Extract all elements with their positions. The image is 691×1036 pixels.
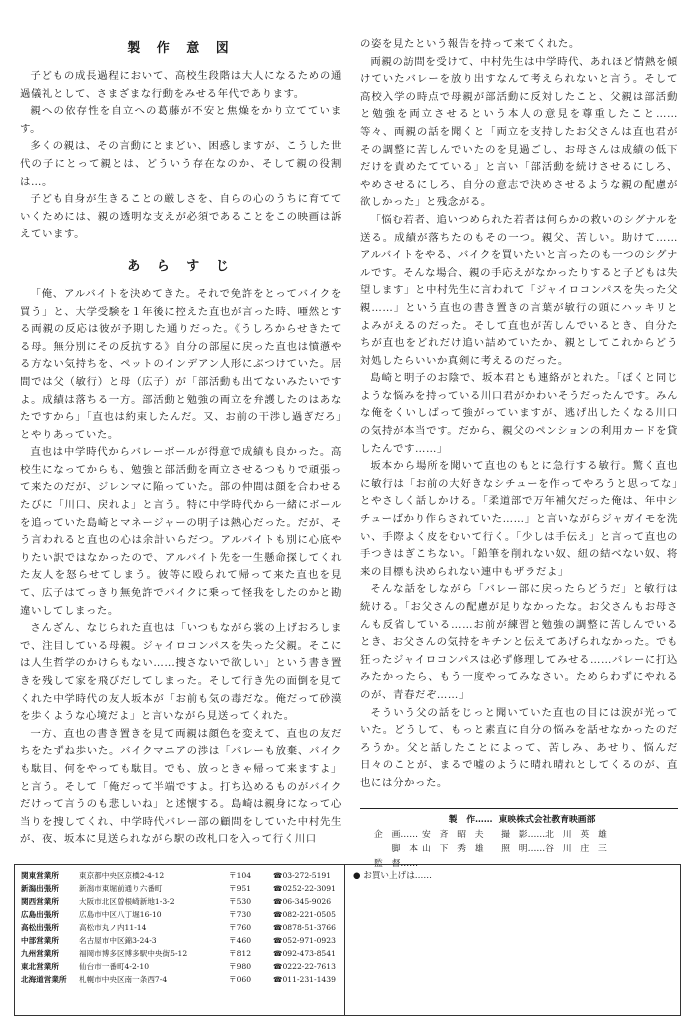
office-name: 中部営業所 (21, 936, 59, 945)
credit-label: 脚 本 監 督…… (374, 844, 418, 869)
synopsis-paragraph: 一方、直也の書き置きを見て両親は顔色を変えて、直也の友だちをたずね歩いた。バイクマニアの渉は「バレーも放棄、バイクも駄目、何をやっても駄目。でも、放っときゃ帰って来ますよ」と言う。そして「俺だって半端ですよ。打ち込めるものがバイクだけって言うのも悲しいね」と述懐する。島崎は親身になって心当りを捜してくれ、中学時代バレー部の顧問をしていた中村先生が、夜、坂本に見送られながら駅の改札口を入って行く川口 (20, 727, 342, 846)
office-row (21, 960, 344, 973)
synopsis-paragraph: 島崎と明子のお陰で、坂本君とも連絡がとれた。「ぼくと同じような悩みを持っている川口君がかわいそうだったんです。みんな俺をくいしばって強がっていますが、逃げ出したくなる川口の気持が本当です。だから、親父のペンションの利用カードを貸したんです……」 (360, 372, 678, 455)
footer-box (14, 864, 681, 1016)
office-addr: 名古屋市中区錦3-24-3 (79, 936, 157, 945)
office-addr: 仙台市一番町4-2-10 (79, 962, 150, 971)
synopsis-paragraph: そういう父の話をじっと聞いていた直也の目には涙が光っていた。どうして、もっと素直に自分の悩みを話せなかったのだろうか。父と話したことによって、苦しみ、あせり、悩んだ日々のことが、まるで嘘のように晴れ晴れとしてくるのが、直也には分かった。 (360, 706, 678, 789)
office-addr: 新潟市東堀前通り六番町 (79, 884, 163, 893)
synopsis-continued: の姿を見たという報告を持って来てくれた。 (360, 38, 580, 50)
office-name: 高松出張所 (21, 923, 59, 932)
order-note: ● お買い上げは…… (353, 871, 432, 881)
office-name: 広島出張所 (21, 910, 59, 919)
credits-block (360, 808, 678, 871)
office-tel: ☎06-345-9026 (273, 897, 332, 906)
right-column (360, 36, 678, 793)
office-tel: ☎03-272-5191 (273, 871, 332, 880)
office-tel: ☎0222-22-7613 (273, 962, 336, 971)
purpose-paragraph: 子どもの成長過程において、高校生段階は大人になるための通過儀礼として、さまざまな行動をみせる年代であります。 (20, 70, 342, 100)
office-row (21, 921, 344, 934)
credit-value: 山 下 秀 雄 照 明……谷 川 庄 三 (422, 844, 607, 854)
credit-row (360, 828, 678, 843)
office-tel: ☎011-231-1439 (273, 975, 336, 984)
production-credit (360, 813, 678, 828)
office-zip: 〒980 (229, 962, 252, 971)
office-addr: 高松市丸ノ内11-14 (79, 923, 147, 932)
office-tel: ☎0878-51-3766 (273, 923, 336, 932)
purpose-paragraph: 子ども自身が生きることの厳しさを、自らの心のうちに育てていくためには、親の透明な支えが必須であることをこの映画は訴えています。 (20, 193, 342, 241)
synopsis-title: あ ら す じ (127, 258, 235, 274)
synopsis-paragraph: 「悩む若者、追いつめられた若者は何らかの救いのシグナルを送る。成績が落ちたのもその一つ。親父、苦しい。助けて……アルバイトをやる、バイクを買いたいと言ったのも一つのシグナルです。そんな場合、親の手応えがなかったりすると子どもは失望します」と中村先生に言われて「ジャイロコンパスを失った父親……」という直也の書き置きの言葉が敏行の頭にハッキリとよみがえるのだった。そして直也が苦しんでいるとき、自分たちが直也をどれだけ追い詰めていたか、親としてこれからどう対処したらいいか真剣に考えるのだった。 (360, 213, 678, 367)
purpose-paragraph: 親への依存性を自立への葛藤が不安と焦燥をかり立てています。 (20, 105, 342, 135)
office-addr: 大阪市北区曽根崎新地1-3-2 (79, 897, 175, 906)
office-name: 北海道営業所 (21, 975, 67, 984)
office-tel: ☎082-221-0505 (273, 910, 336, 919)
office-row (21, 934, 344, 947)
office-list (15, 865, 345, 1015)
office-zip: 〒812 (229, 949, 252, 958)
office-zip: 〒760 (229, 923, 252, 932)
office-tel: ☎0252-22-3091 (273, 884, 336, 893)
office-zip: 〒060 (229, 975, 252, 984)
office-row (21, 973, 344, 986)
office-row (21, 869, 344, 882)
office-tel: ☎052-971-0923 (273, 936, 336, 945)
purpose-paragraph: 多くの親は、その言動にとまどい、困惑しますが、こうした世代の子にとって親とは、どういう存在なのか、そして親の役割は…。 (20, 140, 342, 188)
office-name: 関西営業所 (21, 897, 59, 906)
production-value: 東映株式会社教育映画部 (498, 815, 596, 825)
office-tel: ☎092-473-8541 (273, 949, 336, 958)
office-addr: 福岡市博多区博多駅中央街5-12 (79, 949, 188, 958)
office-addr: 札幌市中央区南一条西7-4 (79, 975, 168, 984)
office-zip: 〒104 (229, 871, 252, 880)
synopsis-paragraph: さんざん、なじられた直也は「いつもながら裳の上げおろしまで、注目している母親。ジャイロコンパスを失った父親。そこには人生哲学のかけらもない……捜さないで欲しい」という書き置きを残して家を飛びだしてしまった。そして行き先の面倒を見てくれた中学時代の友人坂本が「お前も気の毒だな。俺だって砂漠を歩くような心境だよ」と言いながら見送ってくれた。 (20, 622, 342, 723)
office-name: 関東営業所 (21, 871, 59, 880)
office-row (21, 908, 344, 921)
synopsis-paragraph: 坂本から場所を聞いて直也のもとに急行する敏行。驚く直也に敏行は「お前の大好きなシチューを作ってやろうと思ってな」とやさしく話しかける。「柔道部で万年補欠だった俺は、年中シチューばかり作らされていた……」と言いながらジャガイモを洗い、手際よく皮をむいて行く。「少しは手伝え」と言って直也の手つきはぎこちない。「鉛筆を削れない奴、紐の結べない奴、将来の目標も決められない連中もザラだよ」 (360, 460, 678, 578)
office-zip: 〒951 (229, 884, 252, 893)
purpose-title: 製 作 意 図 (127, 41, 235, 56)
synopsis-paragraph: 「俺、アルバイトを決めてきた。それで免許をとってバイクを買う」と、大学受験を１年後に控えた直也が言った時、唖然とする両親の反応は彼が予期した通りだった。《うしろからせきたてる母。無分別にその反抗する》自分の部屋に戻った直也は憤懣やる方ない気持ちを、ペットのインデアン人形にぶつけていた。居間では父（敏行）と母（広子）が「部活動も出てないみたいですよ。成績は落ちる一方。部活動と勉強の両立を弁護したのはあなたですから」「直也は約束したんだ。又、お前の干渉し過ぎだろ」とやりあっていた。 (20, 287, 342, 441)
left-column (20, 40, 342, 849)
credit-label: 企 画…… (374, 829, 418, 840)
synopsis-paragraph: 両親の訪問を受けて、中村先生は中学時代、あれほど情熱を傾けていたバレーを放り出すなんて考えられないと言う。そして高校入学の時点で母親が部活動に反対したこと、父親は部活動と勉強を両立させるという本人の意見を尊重したこと……等々、両親の話を聞くと「両立を支持したお父さんは直也君がその調整に苦しんでいたのを見過ごし、お母さんは成績の低下だけを責めたてている」と言い「部活動を続けさせるにしろ、やめさせるにしろ、自分の意志で決めさせるような親の配慮が欲しかった」と残念がる。 (360, 55, 678, 209)
office-name: 九州営業所 (21, 949, 59, 958)
office-zip: 〒730 (229, 910, 252, 919)
office-row (21, 895, 344, 908)
credit-value: 安 斉 昭 夫 撮 影……北 川 英 雄 (422, 829, 607, 840)
office-row (21, 947, 344, 960)
office-name: 新潟出張所 (21, 884, 59, 893)
production-label: 製 作…… (448, 815, 493, 825)
office-name: 東北営業所 (21, 962, 59, 971)
office-zip: 〒460 (229, 936, 252, 945)
office-addr: 東京都中央区京橋2-4-12 (79, 871, 165, 880)
office-addr: 広島市中区八丁堀16-10 (79, 910, 162, 919)
synopsis-paragraph: そんな話をしながら「バレー部に戻ったらどうだ」と敏行は続ける。「お父さんの配慮が足りなかったな。お父さんもお母さんも反省している……お前が練習と勉強の調整に苦しんでいるとき、お父さんの気持をキチンと伝えてあげられなかった。でも狂ったジャイロコンパスは必ず修理してみせる……バレーに打込みたかったら、もう一度やってみなさい。ためらわずにやれるのが、青春だぞ……」 (360, 583, 678, 701)
office-zip: 〒530 (229, 897, 252, 906)
synopsis-paragraph: 直也は中学時代からバレーボールが得意で成績も良かった。高校生になってからも、勉強と部活動を両立させるつもりで頑張って来たのだが、ジレンマに陥っていた。部の仲間は顔を合わせるたびに「川口、戻れよ」と言う。特に中学時代から一緒にボールを追っていた島崎とマネージャーの明子は熱心だった。だが、そう言われると直也の心は余計いらだつ。アルバイトも別に心底やりたい訳ではなかったので、アルバイト先を一生懸命探してくれた友人を怒らせてしまう。彼等に殴られて帰って来た直也を見て、広子はてっきり無免許でバイクに乗って怪我をしたのかと勘違いしてしまった。 (20, 446, 342, 617)
office-row (21, 882, 344, 895)
